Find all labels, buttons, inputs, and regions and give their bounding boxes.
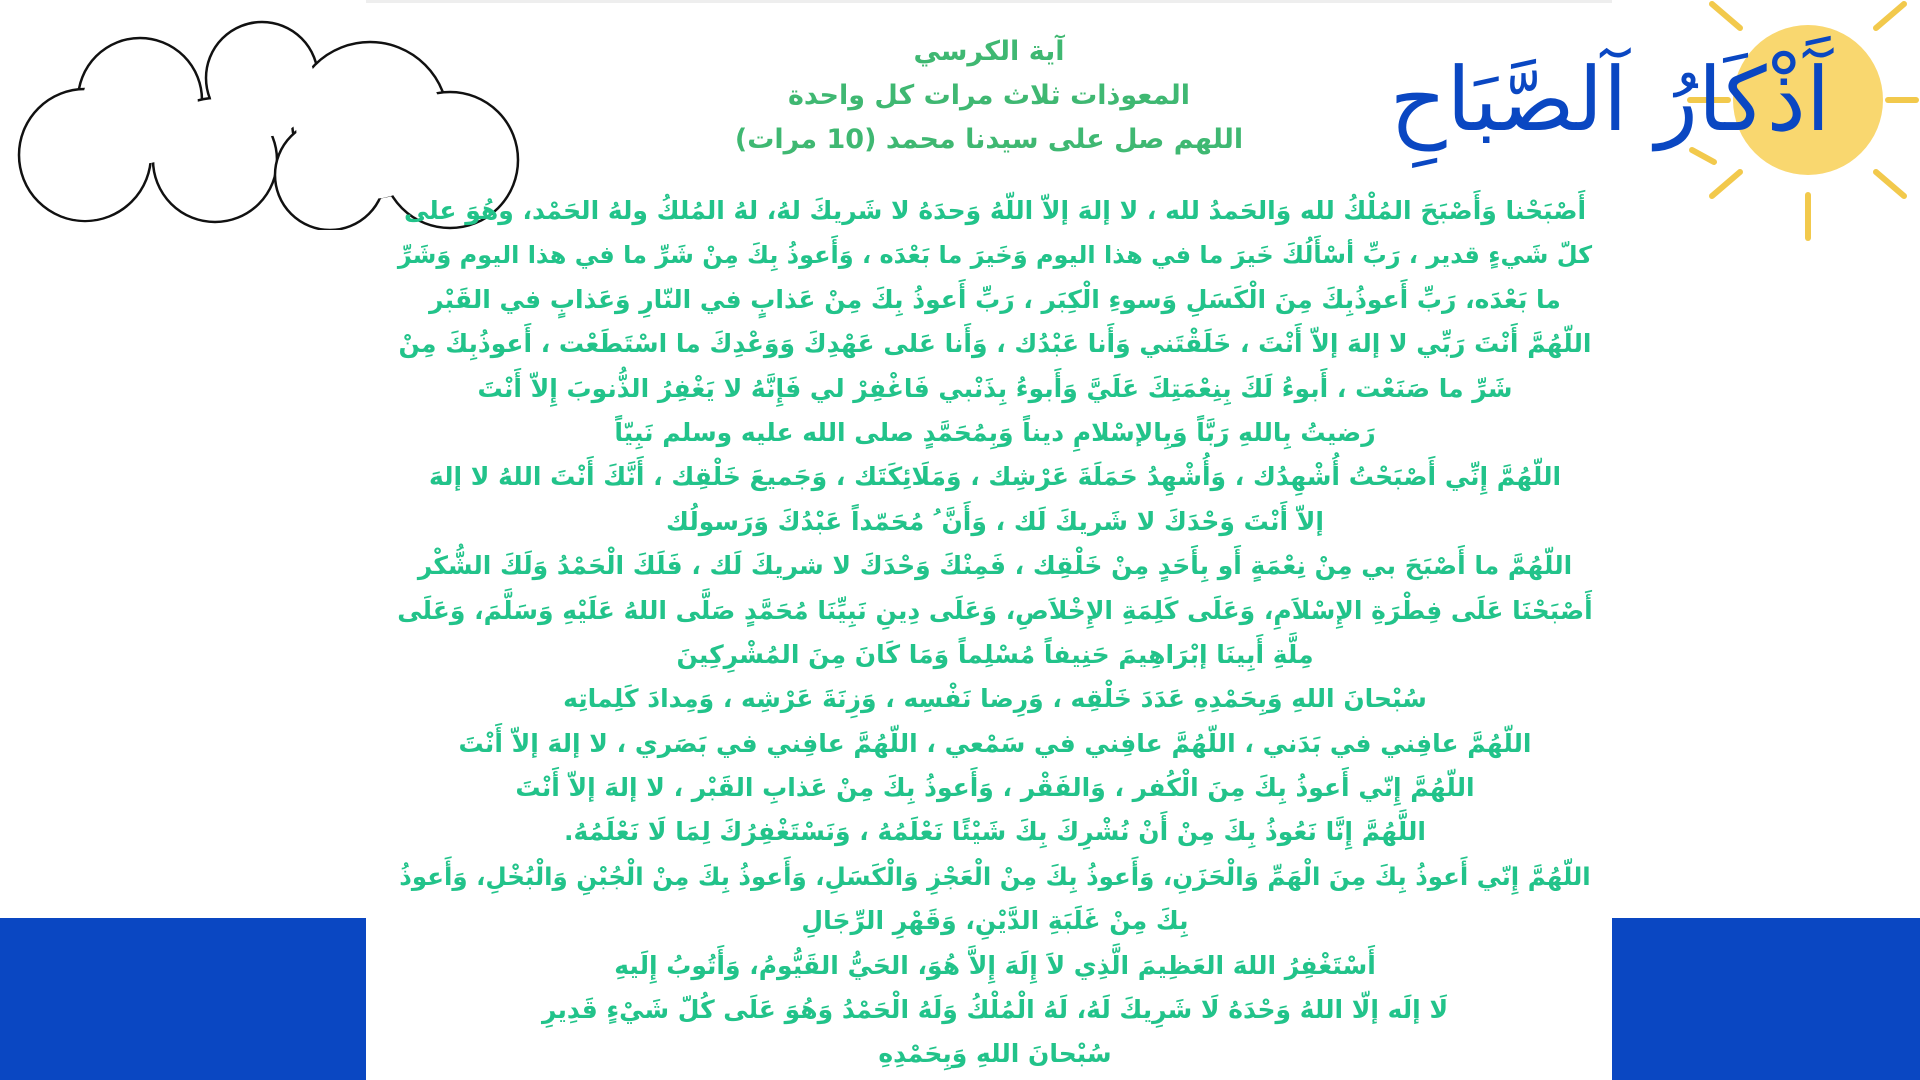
blue-band-left — [0, 918, 366, 1080]
text-line: اللّهُمَّ أَنْتَ رَبِّي لا إلهَ إلاّ أَنْتَ ، خَلَقْتَني وَأَنا عَبْدُك ، وَأَنا عَلى عَهْدِكَ وَوَعْدِكَ ما اسْتَطَعْت ، أَعوذُبِكَ مِنْ — [398, 329, 1592, 359]
text-line: اللّهُمَّ ما أَصْبَحَ بي مِنْ نِعْمَةٍ أَو بِأَحَدٍ مِنْ خَلْقِك ، فَمِنْكَ وَحْدَكَ لا شريكَ لَك ، فَلَكَ الْحَمْدُ وَلَكَ الشُّكْر — [417, 551, 1573, 581]
text-line: شَرِّ ما صَنَعْت ، أَبوءُ لَكَ بِنِعْمَتِكَ عَلَيَّ وَأَبوءُ بِذَنْبي فَاغْفِرْ لي فَإِنَّهُ لا يَغْفِرُ الذُّنوبَ إِلاّ أَنْتَ — [477, 373, 1513, 403]
text-line: أَصْبَحْنا وَأَصْبَحَ المُلْكُ لله وَالحَمدُ لله ، لا إلهَ إلاّ اللّهُ وَحدَهُ لا شَريكَ لهُ، لهُ المُلكُ ولهُ الحَمْد، وهُوَ على — [403, 196, 1587, 225]
text-line: اللّهُمَّ إِنّي أَعوذُ بِكَ مِنَ الْهَمِّ وَالْحَزَنِ، وَأَعوذُ بِكَ مِنْ الْعَجْزِ وَالْكَسَلِ، وَأَعوذُ بِكَ مِنْ الْجُبْنِ وَالْبُخْلِ، وَأَعوذُ — [399, 861, 1591, 891]
text-line: سُبْحانَ اللهِ وَبِحَمْدِهِ — [878, 1039, 1112, 1069]
heading-ayat-al-kursi: آية الكرسي — [913, 36, 1065, 67]
text-line: أَصْبَحْنَا عَلَى فِطْرَةِ الإِسْلاَمِ، وَعَلَى كَلِمَةِ الإِخْلاَصِ، وَعَلَى دِينِ نَبِيِّنَا مُحَمَّدٍ صَلَّى اللهُ عَلَيْهِ وَسَلَّمَ، وَعَلَى — [397, 595, 1593, 625]
text-line: إلاّ أَنْتَ وَحْدَكَ لا شَريكَ لَك ، وَأَنَّ ُ مُحَمّداً عَبْدُكَ وَرَسولُك — [666, 506, 1324, 536]
text-line: اللّهُمَّ إِنّي أَعوذُ بِكَ مِنَ الْكُفر ، وَالفَقْر ، وَأَعوذُ بِكَ مِنْ عَذابِ القَبْر ، لا إلهَ إلاّ أَنْتَ — [515, 773, 1475, 803]
headings-block — [366, 30, 1612, 162]
heading-salawat: اللهم صل على سيدنا محمد (10 مرات) — [734, 124, 1244, 155]
text-line: كلّ شَيءٍ قدير ، رَبِّ أسْأَلُكَ خَيرَ ما في هذا اليوم وَخَيرَ ما بَعْدَه ، وَأَعوذُ بِكَ مِنْ شَرِّ ما في هذا اليوم وَشَرِّ — [397, 241, 1593, 270]
text-line: اللّهُمَّ عافِني في بَدَني ، اللّهُمَّ عافِني في سَمْعي ، اللّهُمَّ عافِني في بَصَري ، لا إلهَ إلاّ أَنْتَ — [458, 728, 1532, 758]
text-line: سُبْحانَ اللهِ وَبِحَمْدِهِ عَدَدَ خَلْقِه ، وَرِضا نَفْسِه ، وَزِنَةَ عَرْشِه ، وَمِدادَ كَلِماتِه — [563, 684, 1427, 714]
text-line: أَسْتَغْفِرُ اللهَ العَظِيمَ الَّذِي لاَ إِلَهَ إِلاَّ هُوَ، الحَيُّ القَيُّومُ، وَأَتُوبُ إِلَيهِ — [614, 950, 1376, 980]
blue-band-right — [1612, 918, 1920, 1080]
text-line: اللَّهُمَّ إِنَّا نَعُوذُ بِكَ مِنْ أَنْ نُشْرِكَ بِكَ شَيْئًا نَعْلَمُهُ ، وَنَسْتَغْفِرُكَ لِمَا لَا نَعْلَمُهُ. — [564, 817, 1426, 847]
text-line: بِكَ مِنْ غَلَبَةِ الدَّيْنِ، وَقَهْرِ الرِّجَالِ — [801, 906, 1189, 936]
heading-muawwidhat: المعوذات ثلاث مرات كل واحدة — [787, 80, 1190, 111]
page-title: آَذْكَارُ آلصَّبَاحِ — [1389, 48, 1831, 151]
text-line: مِلَّةِ أَبِينَا إبْرَاهِيمَ حَنِيفاً مُسْلِماً وَمَا كَانَ مِنَ المُشْرِكِينَ — [676, 639, 1314, 669]
text-line: لَا إلَه إلّا اللهُ وَحْدَهُ لَا شَرِيكَ لَهُ، لَهُ الْمُلْكُ وَلَهُ الْحَمْدُ وَهُوَ عَلَى كُلّ شَيْءٍ قَدِيرِ — [541, 995, 1449, 1025]
text-line: ما بَعْدَه، رَبِّ أَعوذُبِكَ مِنَ الْكَسَلِ وَسوءِ الْكِبَر ، رَبِّ أَعوذُ بِكَ مِنْ عَذابٍ في النّارِ وَعَذابٍ في القَبْر — [429, 284, 1561, 314]
text-line: رَضيتُ بِاللهِ رَبَّاً وَبِالإسْلامِ ديناً وَبِمُحَمَّدٍ صلى الله عليه وسلم نَبِيّاً — [614, 417, 1376, 447]
adhkar-body — [395, 189, 1595, 1077]
text-line: اللّهُمَّ إِنِّي أَصْبَحْتُ أُشْهِدُك ، وَأُشْهِدُ حَمَلَةَ عَرْشِك ، وَمَلَائِكَتَك ، وَجَميعَ خَلْقِك ، أَنَّكَ أَنْتَ اللهُ لا إلهَ — [428, 462, 1562, 492]
